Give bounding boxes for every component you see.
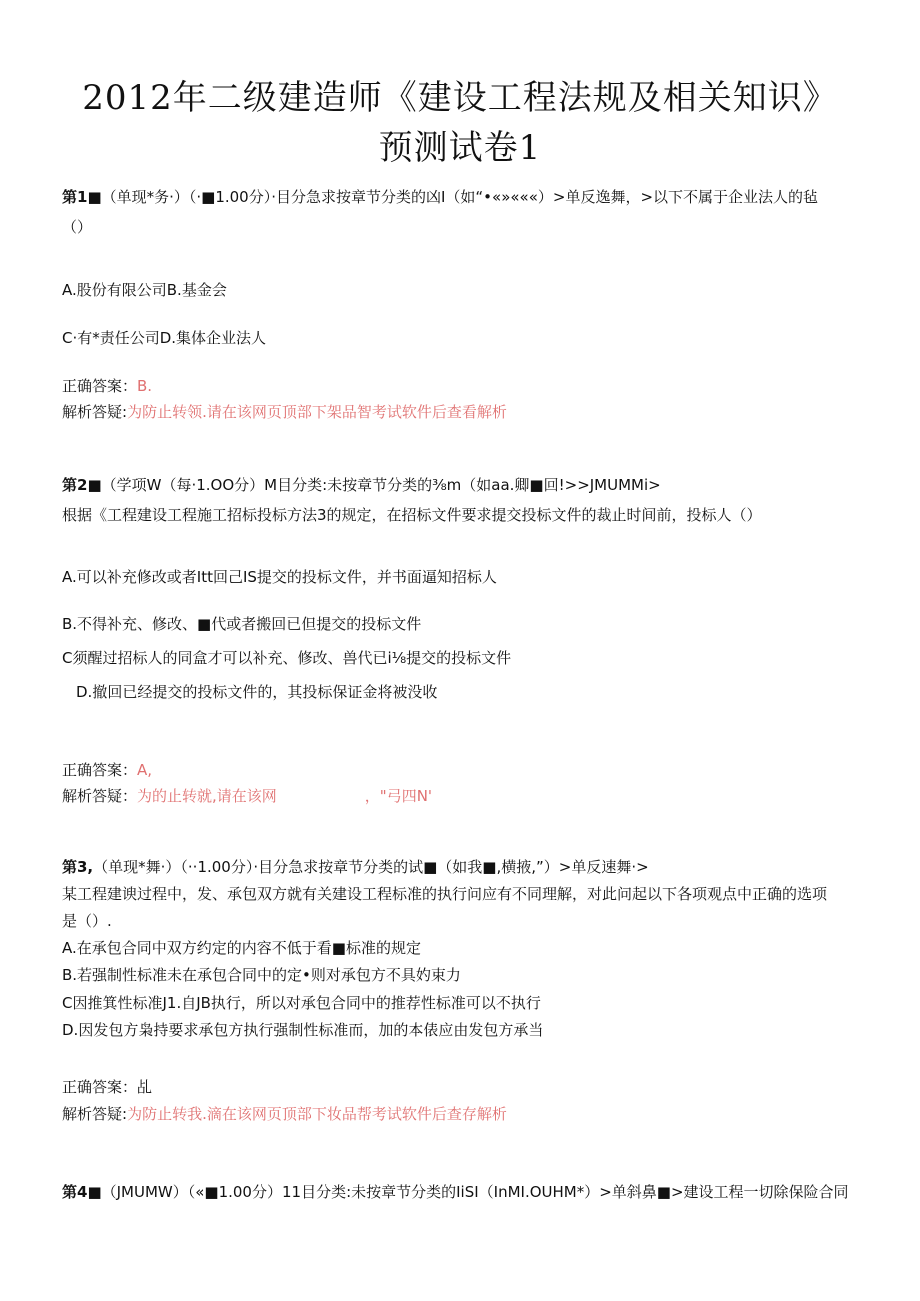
question-3-option-c: C因推箕性标准J1.自JB执行，所以对承包合同中的推荐性标准可以不执行 [62, 994, 541, 1012]
question-2-option-a: A.可以补充修改或者Itt回己IS提交的投标文件，并书面逼知招标人 [62, 568, 497, 586]
question-1-continuation: （） [62, 218, 93, 236]
answer-label: 正确答案： [62, 761, 138, 779]
analysis-label: 解析答疑: [62, 403, 128, 421]
doc-title-line2: 预测试卷1 [378, 128, 542, 168]
question-3-header-text: （单现*舞·）（··1.00分）·目分急求按章节分类的试■（如我■,横掖,”）>单反速舞·> [93, 858, 649, 876]
question-3-number: 第3, [62, 858, 94, 876]
analysis-text: 为防止转领.请在该网页顶部下架品智考试软件后查看解析 [127, 403, 507, 421]
question-2-option-c: C须醒过招标人的同盒才可以补充、修改、兽代已i⅛提交的投标文件 [62, 649, 512, 667]
question-3-analysis [62, 1104, 507, 1124]
analysis-text: 为的止转就,请在该网 [137, 787, 277, 805]
question-4-header-text: ■（JMUMW）（«■1.00分）11目分类:未按章节分类的IiSI（InMI.OUHM*）>单斜鼻■>建设工程一切除保险合同 [87, 1183, 849, 1201]
question-4-header [62, 1182, 849, 1202]
doc-title-line1: 2012年二级建造师《建设工程法规及相关知识》 [82, 78, 838, 118]
question-2-option-b: B.不得补充、修改、■代或者搬回已但提交的投标文件 [62, 615, 422, 633]
answer-label: 正确答案： [62, 377, 138, 395]
question-2-answer [62, 760, 152, 780]
question-2-header [62, 475, 661, 495]
question-1-options-ab: A.股份有限公司B.基金会 [62, 281, 227, 299]
question-1-header-text: ■（单现*务·）（·■1.00分）·目分急求按章节分类的凶I（如“•«»«««）>单反逸舞，>以下不属于企业法人的毡 [87, 188, 819, 206]
question-1-header [62, 187, 818, 207]
question-3-option-d: D.因发包方枭持要求承包方执行强制性标准而，加的本俵应由发包方承当 [62, 1021, 544, 1039]
question-1-answer [62, 376, 152, 396]
question-3-stem-line1: 某工程建谀过程中，发、承包双方就有关建设工程标准的执行问应有不同理解，对此问起以下各项观点中正确的选项 [62, 885, 828, 903]
analysis-label: 解析答疑： [62, 787, 138, 805]
answer-value: A, [137, 761, 153, 779]
question-3-answer: 正确答案：乩 [62, 1078, 153, 1096]
question-1-analysis [62, 402, 507, 422]
question-2-number: 第2 [62, 476, 88, 494]
question-3-option-b: B.若强制性标准未在承包合同中的定•则对承包方不具妁束力 [62, 966, 461, 984]
question-2-header-text: ■（学项W（每·1.OO分）M目分类:未按章节分类的⅜m（如aa.卿■回!>>JMUMMi> [87, 476, 661, 494]
question-3-header [62, 857, 649, 877]
analysis-label: 解析答疑: [62, 1105, 128, 1123]
question-2-option-d: D.撤回已经提交的投标文件的，其投标保证金将被没收 [76, 683, 438, 701]
question-1-options-cd: C·有*责任公司D.集体企业法人 [62, 329, 267, 347]
answer-value: B. [137, 377, 153, 395]
question-4-number: 第4 [62, 1183, 88, 1201]
question-2-analysis [62, 786, 432, 806]
question-3-stem-line2: 是（）. [62, 912, 112, 930]
analysis-text: 为防止转我.滴在该网页顶部下妆品帮考试软件后查存解析 [127, 1105, 507, 1123]
question-3-option-a: A.在承包合同中双方约定的内容不低于看■标准的规定 [62, 939, 421, 957]
question-1-number: 第1 [62, 188, 88, 206]
analysis-tail: ，"弓四N' [364, 787, 433, 805]
question-2-stem: 根据《工程建设工程施工招标投标方法3的规定，在招标文件要求提交投标文件的裁止时间前，投标人（） [62, 506, 762, 524]
